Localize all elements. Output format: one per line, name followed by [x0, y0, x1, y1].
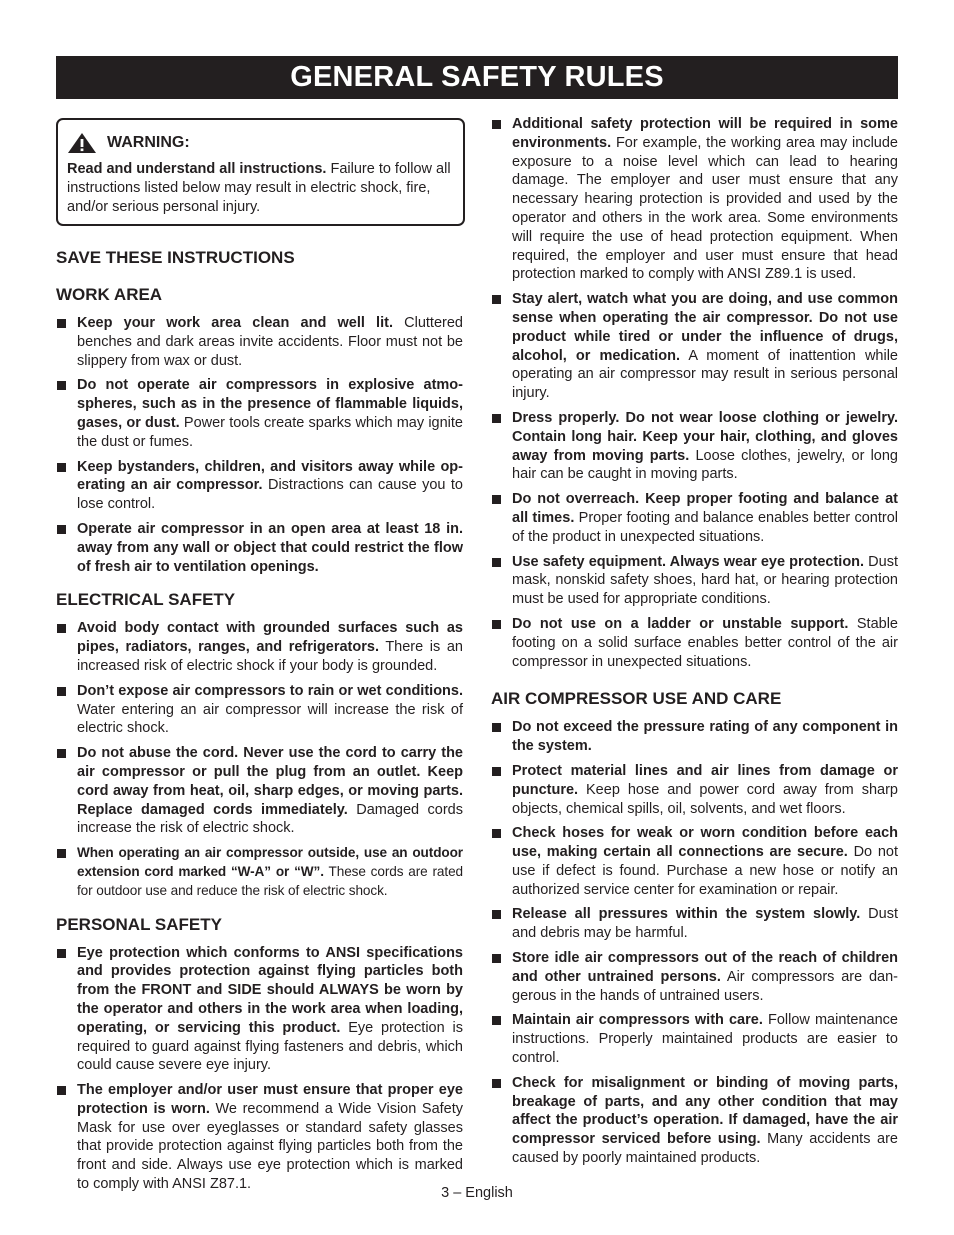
square-bullet-icon	[492, 829, 501, 838]
rule-body-text: Distractions can cause you to lose control.	[77, 477, 463, 513]
rule-bold-text: Release all pressures within the system slowly.	[512, 906, 861, 923]
square-bullet-icon	[492, 414, 501, 423]
list-item	[491, 115, 898, 284]
rule-bold-text: Don’t expose air compressors to rain or wet conditions.	[77, 682, 463, 699]
rules-list	[56, 619, 463, 900]
rule-body-text: A moment of inattention while operating an air compressor may result in serious personal injury.	[512, 347, 898, 402]
rule-body-text: Many accidents are caused by poorly maintained products.	[512, 1131, 898, 1167]
rule-bold-text: Eye protection which conforms to ANSI specifications and provides protection against flying particles both from the FRONT and SIDE should ALWAYS be worn by the operator and others in the work area when loading, operating, or servicing this product.	[77, 944, 463, 1036]
list-item	[491, 1074, 898, 1168]
rule-bold-text: Use safety equipment. Always wear eye protection.	[512, 553, 865, 570]
warning-triangle-icon	[67, 132, 97, 154]
square-bullet-icon	[57, 849, 66, 858]
rules-list	[56, 944, 463, 1194]
rule-body-text: Follow maintenance instructions. Properly maintained products are easier to control.	[512, 1012, 898, 1067]
rule-bold-text: The employer and/or user must ensure that proper eye protection is worn.	[77, 1082, 463, 1117]
rule-body-text: For example, the working area may include exposure to a noise level which can lead to hearing damage. The employer and user must ensure that any necessary hearing protection is provided and used by the operator and others in the work area. Some environments will require the use of head protection equipment. When required, the employer and user must ensure that head protection marked to comply with ANSI Z89.1 is used.	[512, 134, 898, 283]
rule-bold-text: Operate air compressor in an open area at least 18 in. away from any wall or object that could restrict the flow of fresh air to ventilation openings.	[77, 520, 463, 575]
right-column	[491, 115, 898, 1184]
square-bullet-icon	[57, 687, 66, 696]
list-item	[491, 409, 898, 484]
warning-label: WARNING:	[107, 134, 190, 151]
list-item	[56, 1081, 463, 1194]
personal-safety-continued-list	[491, 115, 898, 671]
list-item	[491, 949, 898, 1005]
square-bullet-icon	[492, 723, 501, 732]
rule-bold-text: Check for misalignment or binding of moving parts, breakage of parts, and any other condition that may affect the product’s operation. If damaged, have the air compressor serviced before using.	[512, 1074, 898, 1148]
square-bullet-icon	[57, 624, 66, 633]
rule-bold-text: Dress properly. Do not wear loose clothing or jewelry. Contain long hair. Keep your hair, clothing, and gloves away from moving parts.	[512, 409, 898, 464]
list-item	[56, 314, 463, 370]
rule-bold-text: Check hoses for weak or worn condition before each use, making certain all connections are secure.	[512, 825, 898, 861]
warning-box	[56, 118, 465, 226]
section-heading: PERSONAL SAFETY	[56, 914, 222, 934]
rule-bold-text: Stay alert, watch what you are doing, and use common sense when operating the air compressor. Do not use product while tired or under the influence of drugs, alcohol, or medication.	[512, 291, 898, 364]
square-bullet-icon	[492, 620, 501, 629]
square-bullet-icon	[492, 910, 501, 919]
list-item	[491, 824, 898, 899]
square-bullet-icon	[492, 767, 501, 776]
rule-body-text: Eye protection is required to guard against flying fasteners and debris, which could cause severe eye injury.	[77, 1019, 463, 1074]
air-compressor-list	[491, 718, 898, 1168]
left-sections	[56, 285, 463, 1194]
list-item	[56, 682, 463, 738]
square-bullet-icon	[57, 319, 66, 328]
rule-body-text: Stable footing on a solid surface enables better control of the air compressor in unexpected situations.	[512, 615, 898, 670]
list-item	[56, 944, 463, 1076]
list-item	[491, 290, 898, 403]
rule-body-text: Water entering an air compressor will increase the risk of electric shock.	[77, 701, 463, 737]
rule-body-text: These cords are rated for outdoor use and reduce the risk of electric shock.	[77, 863, 463, 898]
list-item	[56, 376, 463, 451]
list-item	[491, 762, 898, 818]
square-bullet-icon	[57, 525, 66, 534]
square-bullet-icon	[57, 749, 66, 758]
rule-body-text: Dust and debris may be harmful.	[512, 906, 898, 942]
rule-body-text: Proper footing and balance enables better control of the product in unexpected situations.	[512, 509, 899, 545]
list-item	[56, 458, 463, 514]
rule-bold-text: Store idle air compressors out of the reach of children and other untrained persons.	[512, 950, 898, 985]
rule-body-text: Keep hose and power cord away from sharp objects, chemical spills, oil, solvents, and wet floors.	[512, 781, 898, 817]
square-bullet-icon	[492, 954, 501, 963]
title-bar	[56, 56, 898, 99]
rule-bold-text: Additional safety protection will be required in some environments.	[512, 116, 898, 151]
rules-list	[56, 314, 463, 576]
page-title: GENERAL SAFETY RULES	[290, 61, 664, 93]
rule-body-text: Dust mask, nonskid safety shoes, hard hat, or hearing protection must be used for appropriate conditions.	[512, 553, 898, 608]
list-item	[56, 619, 463, 675]
rule-bold-text: Avoid body contact with grounded surfaces such as pipes, radiators, ranges, and refrigerators.	[77, 620, 463, 656]
section-heading: ELECTRICAL SAFETY	[56, 590, 236, 610]
rule-body-text: Do not use if defect is found. Purchase a new hose or notify an authorized service center for examination or repair.	[512, 844, 899, 898]
warning-text	[67, 160, 454, 217]
rule-body-text: There is an increased risk of electric shock if your body is grounded.	[77, 639, 463, 674]
rule-bold-text: Keep bystanders, children, and visitors away while operating an air compressor.	[77, 458, 463, 494]
rule-bold-text: Do not operate air compressors in explosive atmospheres, such as in the presence of flammable liquids, gases, or dust.	[77, 377, 463, 431]
left-column	[56, 118, 463, 1208]
rule-body-text: Cluttered benches and dark areas invite accidents. Floor must not be slippery from wax or dust.	[77, 315, 463, 369]
list-item	[491, 905, 898, 943]
rule-bold-text: When operating an air compressor outside, use an outdoor extension cord marked “W-A” or “W”.	[77, 845, 463, 879]
rule-bold-text: Do not abuse the cord. Never use the cord to carry the air compressor or pull the plug from an outlet. Keep cord away from heat, oil, sharp edges, or moving parts. Replace damaged cords immediately.	[77, 745, 463, 818]
rule-body-text: Air compressors are dangerous in the hands of untrained users.	[512, 968, 898, 1004]
square-bullet-icon	[57, 463, 66, 472]
rule-body-text: Power tools create sparks which may ignite the dust or fumes.	[77, 414, 463, 450]
rule-bold-text: Do not use on a ladder or unstable support.	[512, 615, 849, 632]
square-bullet-icon	[492, 1079, 501, 1088]
square-bullet-icon	[492, 295, 501, 304]
square-bullet-icon	[57, 381, 66, 390]
rule-bold-text: Protect material lines and air lines from damage or puncture.	[512, 762, 898, 798]
warning-body-text: Failure to follow all instructions listed below may result in electric shock, fire, and/or serious personal injury.	[67, 161, 451, 215]
rule-body-text: We recommend a Wide Vision Safety Mask for use over eyeglasses or standard safety glasses that provide protection against flying particles both from the front and side. Always use eye protection which is marked to comply with ANSI Z87.1.	[77, 1100, 464, 1193]
warning-bold-text: Read and understand all instructions.	[67, 161, 327, 177]
square-bullet-icon	[492, 495, 501, 504]
list-item	[56, 520, 463, 576]
square-bullet-icon	[492, 558, 501, 567]
rule-bold-text: Keep your work area clean and well lit.	[77, 315, 393, 331]
section-heading: WORK AREA	[56, 285, 163, 304]
list-item	[491, 615, 898, 671]
rule-bold-text: Do not overreach. Keep proper footing and balance at all times.	[512, 491, 898, 526]
page-footer: 3 – English	[441, 1185, 513, 1201]
list-item	[491, 553, 898, 609]
list-item	[491, 490, 898, 546]
square-bullet-icon	[57, 1086, 66, 1095]
list-item	[56, 744, 463, 838]
rule-bold-text: Do not exceed the pressure rating of any component in the system.	[512, 719, 898, 755]
square-bullet-icon	[492, 1016, 501, 1025]
rule-body-text: Damaged cords increase the risk of electric shock.	[77, 801, 463, 837]
square-bullet-icon	[492, 120, 501, 129]
warning-header	[67, 132, 454, 154]
list-item	[56, 844, 463, 900]
list-item	[491, 718, 898, 756]
list-item	[491, 1011, 898, 1067]
square-bullet-icon	[57, 949, 66, 958]
rule-bold-text: Maintain air compressors with care.	[512, 1012, 763, 1029]
save-instructions-heading: SAVE THESE INSTRUCTIONS	[56, 248, 295, 267]
air-compressor-heading: AIR COMPRESSOR USE AND CARE	[491, 689, 782, 709]
rule-body-text: Loose clothes, jewelry, or long hair can be caught in moving parts.	[512, 447, 898, 483]
